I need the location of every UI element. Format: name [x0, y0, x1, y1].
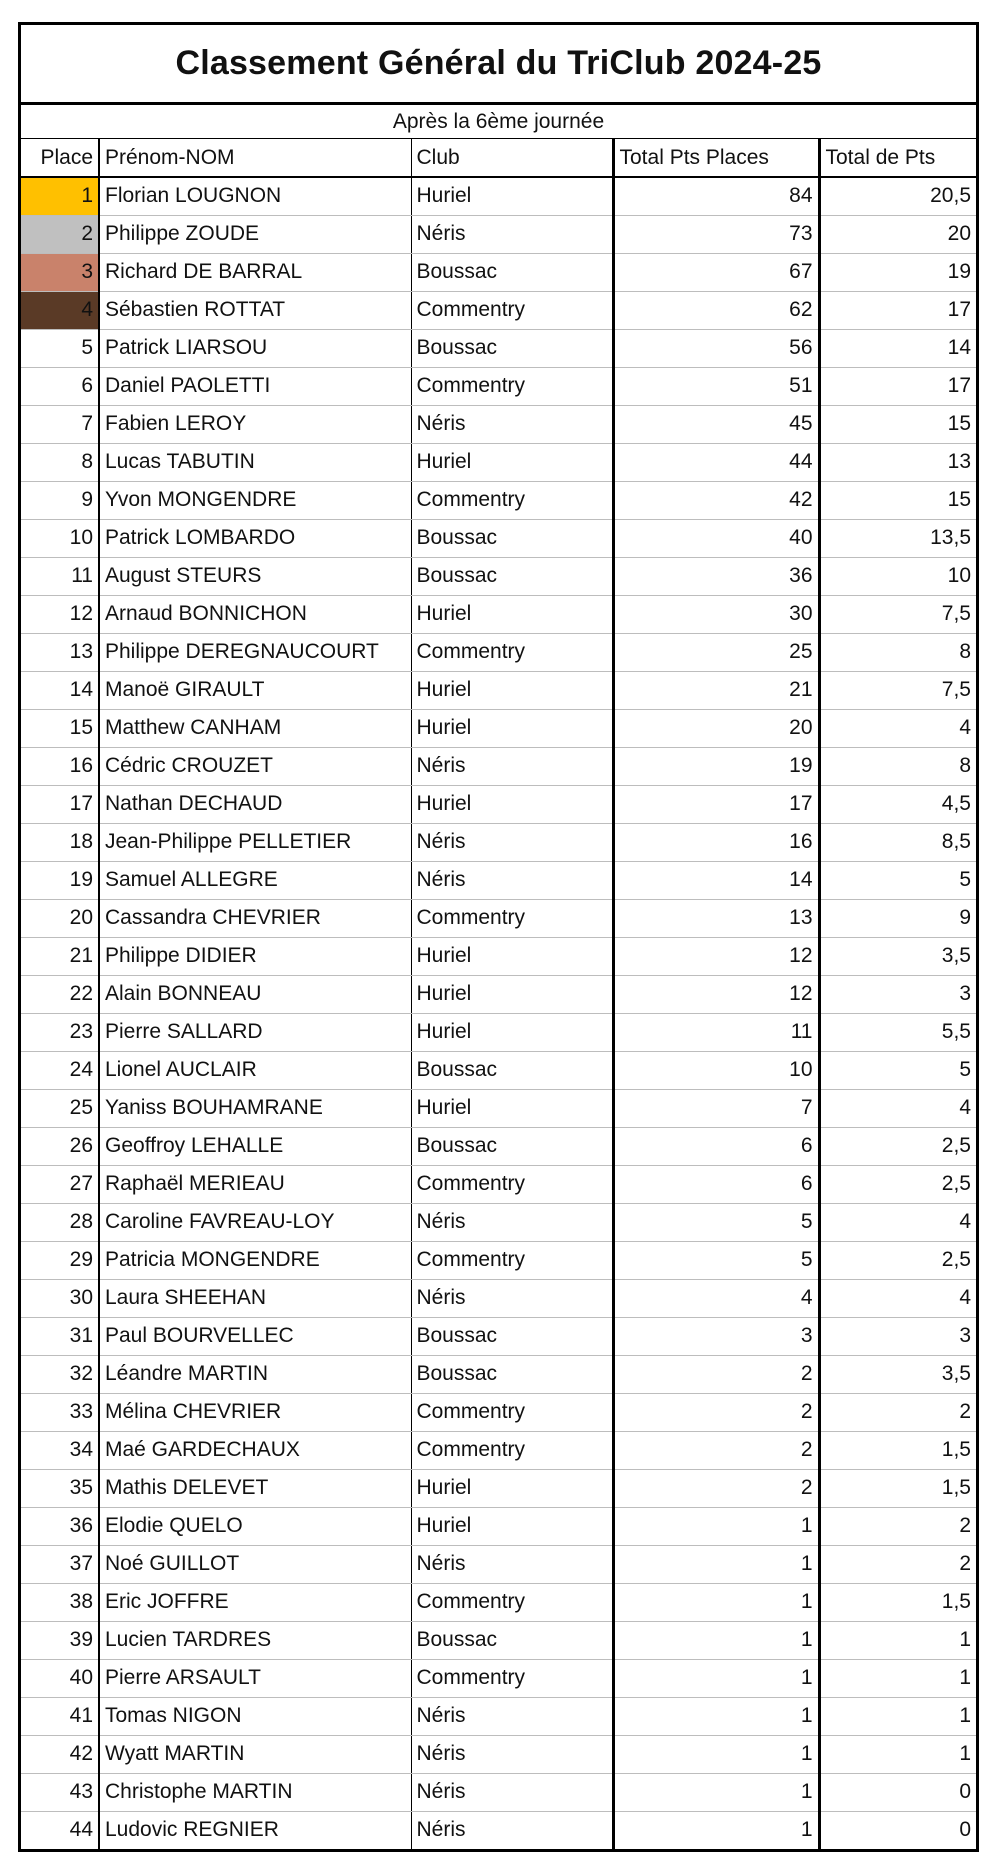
cell-club: Néris — [411, 1203, 613, 1241]
cell-total-pts: 1 — [819, 1621, 976, 1659]
table-row — [21, 1165, 976, 1203]
table-row — [21, 1507, 976, 1545]
cell-place: 5 — [21, 329, 99, 367]
cell-name: Philippe ZOUDE — [99, 215, 411, 253]
table-row — [21, 1735, 976, 1773]
table-row — [21, 367, 976, 405]
cell-total-pts: 1,5 — [819, 1431, 976, 1469]
cell-total-pts-places: 36 — [613, 557, 819, 595]
cell-total-pts: 0 — [819, 1773, 976, 1811]
cell-club: Commentry — [411, 1583, 613, 1621]
table-row — [21, 253, 976, 291]
cell-name: Eric JOFFRE — [99, 1583, 411, 1621]
cell-total-pts-places: 1 — [613, 1697, 819, 1735]
cell-total-pts: 5 — [819, 1051, 976, 1089]
cell-total-pts-places: 40 — [613, 519, 819, 557]
table-row — [21, 671, 976, 709]
cell-total-pts: 8 — [819, 747, 976, 785]
table-row — [21, 1469, 976, 1507]
table-row — [21, 405, 976, 443]
cell-name: Wyatt MARTIN — [99, 1735, 411, 1773]
cell-name: Patrick LIARSOU — [99, 329, 411, 367]
cell-place: 15 — [21, 709, 99, 747]
table-row — [21, 1393, 976, 1431]
cell-place: 43 — [21, 1773, 99, 1811]
cell-total-pts: 8,5 — [819, 823, 976, 861]
table-row — [21, 709, 976, 747]
table-row — [21, 1583, 976, 1621]
cell-total-pts: 4 — [819, 1279, 976, 1317]
cell-name: Jean-Philippe PELLETIER — [99, 823, 411, 861]
cell-total-pts: 3 — [819, 1317, 976, 1355]
cell-total-pts: 1 — [819, 1735, 976, 1773]
cell-place: 29 — [21, 1241, 99, 1279]
cell-club: Commentry — [411, 1165, 613, 1203]
cell-place: 30 — [21, 1279, 99, 1317]
cell-name: Patrick LOMBARDO — [99, 519, 411, 557]
cell-total-pts-places: 1 — [613, 1545, 819, 1583]
cell-total-pts-places: 7 — [613, 1089, 819, 1127]
cell-club: Huriel — [411, 709, 613, 747]
header-name: Prénom-NOM — [99, 139, 411, 177]
cell-name: Nathan DECHAUD — [99, 785, 411, 823]
cell-total-pts-places: 45 — [613, 405, 819, 443]
cell-name: Elodie QUELO — [99, 1507, 411, 1545]
table-row — [21, 557, 976, 595]
cell-place: 16 — [21, 747, 99, 785]
cell-total-pts: 5,5 — [819, 1013, 976, 1051]
cell-name: Richard DE BARRAL — [99, 253, 411, 291]
cell-total-pts-places: 5 — [613, 1203, 819, 1241]
cell-total-pts: 3,5 — [819, 937, 976, 975]
cell-name: Patricia MONGENDRE — [99, 1241, 411, 1279]
cell-name: Samuel ALLEGRE — [99, 861, 411, 899]
cell-club: Néris — [411, 1545, 613, 1583]
cell-total-pts: 4 — [819, 1203, 976, 1241]
table-row — [21, 1279, 976, 1317]
cell-total-pts-places: 13 — [613, 899, 819, 937]
cell-total-pts-places: 62 — [613, 291, 819, 329]
cell-place: 31 — [21, 1317, 99, 1355]
cell-place: 27 — [21, 1165, 99, 1203]
cell-club: Néris — [411, 861, 613, 899]
cell-name: Caroline FAVREAU-LOY — [99, 1203, 411, 1241]
cell-total-pts-places: 5 — [613, 1241, 819, 1279]
cell-total-pts-places: 20 — [613, 709, 819, 747]
cell-club: Huriel — [411, 1089, 613, 1127]
cell-total-pts: 2 — [819, 1545, 976, 1583]
cell-total-pts: 19 — [819, 253, 976, 291]
cell-total-pts: 17 — [819, 291, 976, 329]
cell-total-pts: 14 — [819, 329, 976, 367]
cell-name: Ludovic REGNIER — [99, 1811, 411, 1849]
cell-total-pts-places: 2 — [613, 1431, 819, 1469]
cell-total-pts: 10 — [819, 557, 976, 595]
cell-place: 22 — [21, 975, 99, 1013]
cell-name: Geoffroy LEHALLE — [99, 1127, 411, 1165]
table-row — [21, 899, 976, 937]
cell-total-pts: 2,5 — [819, 1241, 976, 1279]
table-row — [21, 291, 976, 329]
cell-club: Boussac — [411, 557, 613, 595]
table-row — [21, 1773, 976, 1811]
cell-total-pts-places: 6 — [613, 1127, 819, 1165]
cell-club: Commentry — [411, 1393, 613, 1431]
cell-total-pts-places: 67 — [613, 253, 819, 291]
table-row — [21, 1659, 976, 1697]
cell-place: 18 — [21, 823, 99, 861]
cell-total-pts-places: 56 — [613, 329, 819, 367]
cell-total-pts-places: 19 — [613, 747, 819, 785]
sheet-subtitle: Après la 6ème journée — [21, 105, 976, 139]
cell-place: 34 — [21, 1431, 99, 1469]
ranking-sheet — [18, 22, 979, 1852]
cell-name: Pierre ARSAULT — [99, 1659, 411, 1697]
table-row — [21, 1621, 976, 1659]
cell-place: 20 — [21, 899, 99, 937]
cell-total-pts: 2 — [819, 1393, 976, 1431]
cell-total-pts-places: 42 — [613, 481, 819, 519]
table-row — [21, 823, 976, 861]
cell-name: Maé GARDECHAUX — [99, 1431, 411, 1469]
table-row — [21, 1355, 976, 1393]
table-row — [21, 481, 976, 519]
cell-place: 14 — [21, 671, 99, 709]
cell-total-pts-places: 12 — [613, 975, 819, 1013]
cell-total-pts-places: 6 — [613, 1165, 819, 1203]
cell-total-pts: 1,5 — [819, 1469, 976, 1507]
cell-name: Cassandra CHEVRIER — [99, 899, 411, 937]
header-total-pts-places: Total Pts Places — [613, 139, 819, 177]
cell-name: Lucien TARDRES — [99, 1621, 411, 1659]
cell-place: 24 — [21, 1051, 99, 1089]
cell-place: 19 — [21, 861, 99, 899]
cell-total-pts-places: 1 — [613, 1583, 819, 1621]
cell-place: 2 — [21, 215, 99, 253]
table-row — [21, 595, 976, 633]
cell-total-pts-places: 84 — [613, 177, 819, 215]
cell-place: 38 — [21, 1583, 99, 1621]
cell-place: 41 — [21, 1697, 99, 1735]
table-row — [21, 1013, 976, 1051]
cell-total-pts: 2,5 — [819, 1127, 976, 1165]
cell-total-pts: 4 — [819, 1089, 976, 1127]
table-row — [21, 519, 976, 557]
cell-name: Fabien LEROY — [99, 405, 411, 443]
cell-place: 12 — [21, 595, 99, 633]
cell-total-pts: 1,5 — [819, 1583, 976, 1621]
cell-total-pts-places: 12 — [613, 937, 819, 975]
cell-name: Lionel AUCLAIR — [99, 1051, 411, 1089]
cell-total-pts-places: 16 — [613, 823, 819, 861]
cell-club: Néris — [411, 1697, 613, 1735]
table-row — [21, 633, 976, 671]
cell-name: Alain BONNEAU — [99, 975, 411, 1013]
table-row — [21, 747, 976, 785]
cell-place: 6 — [21, 367, 99, 405]
cell-total-pts: 9 — [819, 899, 976, 937]
cell-total-pts: 20 — [819, 215, 976, 253]
cell-club: Boussac — [411, 1317, 613, 1355]
cell-club: Huriel — [411, 785, 613, 823]
cell-club: Boussac — [411, 1051, 613, 1089]
cell-place: 11 — [21, 557, 99, 595]
cell-total-pts: 5 — [819, 861, 976, 899]
cell-total-pts-places: 25 — [613, 633, 819, 671]
cell-club: Commentry — [411, 1659, 613, 1697]
table-row — [21, 177, 976, 215]
cell-club: Boussac — [411, 519, 613, 557]
cell-club: Huriel — [411, 1507, 613, 1545]
cell-name: Sébastien ROTTAT — [99, 291, 411, 329]
ranking-table — [21, 139, 976, 1849]
cell-total-pts: 3 — [819, 975, 976, 1013]
cell-total-pts: 15 — [819, 481, 976, 519]
cell-name: Matthew CANHAM — [99, 709, 411, 747]
cell-place: 25 — [21, 1089, 99, 1127]
cell-name: Philippe DIDIER — [99, 937, 411, 975]
cell-total-pts: 7,5 — [819, 595, 976, 633]
sheet-title: Classement Général du TriClub 2024-25 — [21, 25, 976, 105]
table-row — [21, 1811, 976, 1849]
cell-total-pts-places: 3 — [613, 1317, 819, 1355]
cell-total-pts-places: 17 — [613, 785, 819, 823]
cell-total-pts-places: 2 — [613, 1469, 819, 1507]
cell-total-pts-places: 11 — [613, 1013, 819, 1051]
cell-club: Néris — [411, 1735, 613, 1773]
cell-place: 40 — [21, 1659, 99, 1697]
table-row — [21, 1697, 976, 1735]
cell-total-pts-places: 1 — [613, 1773, 819, 1811]
cell-name: Florian LOUGNON — [99, 177, 411, 215]
cell-total-pts: 13,5 — [819, 519, 976, 557]
cell-name: Christophe MARTIN — [99, 1773, 411, 1811]
cell-place: 13 — [21, 633, 99, 671]
table-row — [21, 215, 976, 253]
cell-name: Cédric CROUZET — [99, 747, 411, 785]
cell-club: Boussac — [411, 1127, 613, 1165]
cell-name: Laura SHEEHAN — [99, 1279, 411, 1317]
cell-place: 26 — [21, 1127, 99, 1165]
cell-total-pts: 4,5 — [819, 785, 976, 823]
cell-name: Mathis DELEVET — [99, 1469, 411, 1507]
cell-club: Commentry — [411, 1241, 613, 1279]
cell-place: 1 — [21, 177, 99, 215]
table-row — [21, 329, 976, 367]
cell-total-pts-places: 1 — [613, 1659, 819, 1697]
cell-name: Lucas TABUTIN — [99, 443, 411, 481]
cell-total-pts: 2 — [819, 1507, 976, 1545]
cell-name: Philippe DEREGNAUCOURT — [99, 633, 411, 671]
cell-club: Huriel — [411, 443, 613, 481]
cell-total-pts-places: 21 — [613, 671, 819, 709]
cell-name: Léandre MARTIN — [99, 1355, 411, 1393]
cell-club: Boussac — [411, 1621, 613, 1659]
cell-club: Commentry — [411, 633, 613, 671]
cell-club: Huriel — [411, 1469, 613, 1507]
cell-place: 23 — [21, 1013, 99, 1051]
cell-name: Yaniss BOUHAMRANE — [99, 1089, 411, 1127]
cell-total-pts: 13 — [819, 443, 976, 481]
cell-name: Yvon MONGENDRE — [99, 481, 411, 519]
cell-place: 8 — [21, 443, 99, 481]
cell-club: Néris — [411, 405, 613, 443]
cell-name: Raphaël MERIEAU — [99, 1165, 411, 1203]
table-row — [21, 1203, 976, 1241]
cell-name: Tomas NIGON — [99, 1697, 411, 1735]
cell-club: Néris — [411, 215, 613, 253]
cell-club: Commentry — [411, 481, 613, 519]
cell-club: Commentry — [411, 899, 613, 937]
cell-total-pts: 1 — [819, 1697, 976, 1735]
cell-total-pts: 3,5 — [819, 1355, 976, 1393]
cell-place: 37 — [21, 1545, 99, 1583]
cell-total-pts-places: 73 — [613, 215, 819, 253]
cell-total-pts-places: 2 — [613, 1393, 819, 1431]
cell-total-pts-places: 1 — [613, 1811, 819, 1849]
cell-total-pts-places: 30 — [613, 595, 819, 633]
table-row — [21, 975, 976, 1013]
header-place: Place — [21, 139, 99, 177]
cell-club: Boussac — [411, 329, 613, 367]
cell-total-pts: 2,5 — [819, 1165, 976, 1203]
cell-name: Noé GUILLOT — [99, 1545, 411, 1583]
cell-total-pts: 4 — [819, 709, 976, 747]
table-row — [21, 1089, 976, 1127]
cell-club: Néris — [411, 1811, 613, 1849]
table-header-row — [21, 139, 976, 177]
cell-club: Huriel — [411, 595, 613, 633]
cell-place: 32 — [21, 1355, 99, 1393]
cell-place: 4 — [21, 291, 99, 329]
cell-total-pts: 20,5 — [819, 177, 976, 215]
cell-club: Huriel — [411, 671, 613, 709]
cell-place: 28 — [21, 1203, 99, 1241]
table-row — [21, 1545, 976, 1583]
cell-name: Pierre SALLARD — [99, 1013, 411, 1051]
cell-name: August STEURS — [99, 557, 411, 595]
cell-name: Arnaud BONNICHON — [99, 595, 411, 633]
cell-club: Huriel — [411, 1013, 613, 1051]
table-row — [21, 1431, 976, 1469]
cell-place: 39 — [21, 1621, 99, 1659]
cell-total-pts: 1 — [819, 1659, 976, 1697]
cell-total-pts-places: 2 — [613, 1355, 819, 1393]
cell-total-pts-places: 44 — [613, 443, 819, 481]
table-row — [21, 1127, 976, 1165]
cell-place: 7 — [21, 405, 99, 443]
cell-total-pts-places: 1 — [613, 1621, 819, 1659]
cell-place: 17 — [21, 785, 99, 823]
cell-club: Huriel — [411, 937, 613, 975]
table-row — [21, 861, 976, 899]
cell-club: Commentry — [411, 367, 613, 405]
cell-club: Boussac — [411, 253, 613, 291]
table-row — [21, 785, 976, 823]
cell-club: Huriel — [411, 975, 613, 1013]
cell-name: Daniel PAOLETTI — [99, 367, 411, 405]
table-row — [21, 443, 976, 481]
table-row — [21, 1241, 976, 1279]
cell-total-pts-places: 4 — [613, 1279, 819, 1317]
cell-name: Manoë GIRAULT — [99, 671, 411, 709]
cell-name: Paul BOURVELLEC — [99, 1317, 411, 1355]
cell-total-pts: 7,5 — [819, 671, 976, 709]
cell-place: 36 — [21, 1507, 99, 1545]
cell-club: Commentry — [411, 291, 613, 329]
cell-club: Néris — [411, 823, 613, 861]
cell-place: 21 — [21, 937, 99, 975]
cell-total-pts-places: 51 — [613, 367, 819, 405]
cell-club: Néris — [411, 747, 613, 785]
table-row — [21, 1051, 976, 1089]
cell-place: 44 — [21, 1811, 99, 1849]
cell-place: 10 — [21, 519, 99, 557]
cell-place: 42 — [21, 1735, 99, 1773]
cell-total-pts: 17 — [819, 367, 976, 405]
cell-total-pts-places: 10 — [613, 1051, 819, 1089]
cell-club: Commentry — [411, 1431, 613, 1469]
cell-club: Boussac — [411, 1355, 613, 1393]
cell-total-pts-places: 1 — [613, 1735, 819, 1773]
table-row — [21, 937, 976, 975]
cell-place: 9 — [21, 481, 99, 519]
cell-place: 33 — [21, 1393, 99, 1431]
cell-total-pts: 0 — [959, 1818, 971, 1842]
cell-total-pts-places: 14 — [613, 861, 819, 899]
cell-club: Néris — [411, 1773, 613, 1811]
cell-total-pts: 15 — [819, 405, 976, 443]
cell-total-pts-places: 1 — [613, 1507, 819, 1545]
cell-place: 35 — [21, 1469, 99, 1507]
header-total-pts: Total de Pts — [819, 139, 976, 177]
cell-club: Huriel — [411, 177, 613, 215]
header-club: Club — [411, 139, 613, 177]
cell-name: Mélina CHEVRIER — [99, 1393, 411, 1431]
cell-place: 3 — [21, 253, 99, 291]
cell-total-pts: 8 — [819, 633, 976, 671]
table-row — [21, 1317, 976, 1355]
cell-club: Néris — [411, 1279, 613, 1317]
